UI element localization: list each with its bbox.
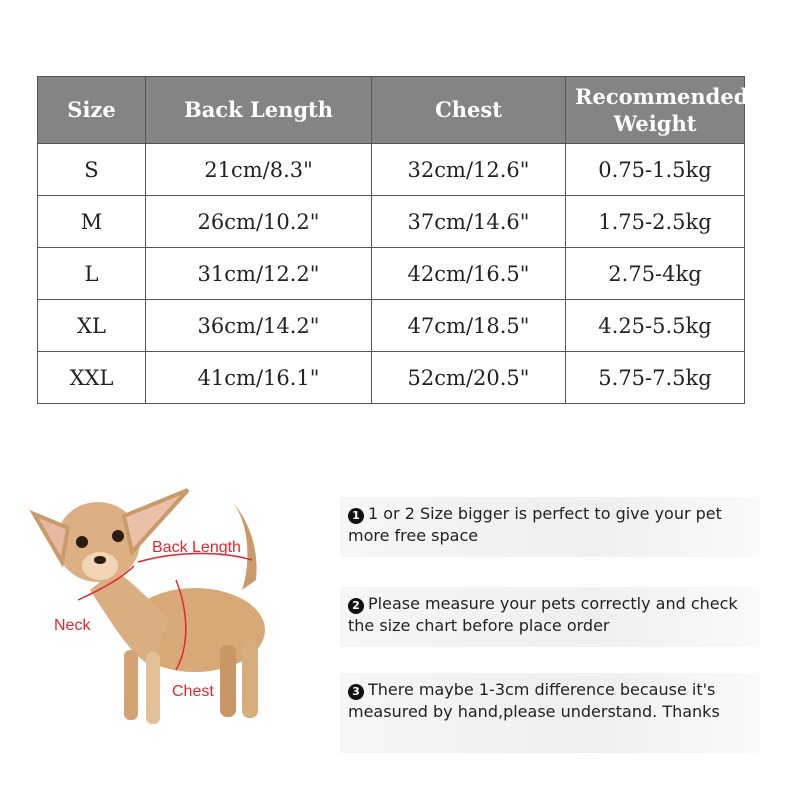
cell-size: M <box>38 196 146 248</box>
cell-back-length: 36cm/14.2" <box>146 300 372 352</box>
cell-size: XL <box>38 300 146 352</box>
cell-size: XXL <box>38 352 146 404</box>
cell-weight: 0.75-1.5kg <box>566 144 745 196</box>
number-1-icon: 1 <box>348 508 364 524</box>
header-recommended-weight <box>566 77 749 144</box>
cell-chest: 42cm/16.5" <box>372 248 566 300</box>
back-length-label: Back Length <box>152 539 241 556</box>
cell-back-length: 41cm/16.1" <box>146 352 372 404</box>
cell-weight: 5.75-7.5kg <box>566 352 745 404</box>
table-row <box>38 248 745 300</box>
header-weight-label: Recommended Weight <box>575 83 749 136</box>
header-back-length: Back Length <box>146 77 372 144</box>
cell-chest: 32cm/12.6" <box>372 144 566 196</box>
cell-back-length: 31cm/12.2" <box>146 248 372 300</box>
chest-label: Chest <box>172 683 214 700</box>
number-3-icon: 3 <box>348 684 364 700</box>
size-chart-table <box>37 76 749 404</box>
table-row <box>38 196 745 248</box>
table-header-row <box>38 77 745 144</box>
note-text: There maybe 1-3cm difference because it's measured by hand,please understand. Thanks <box>348 680 720 721</box>
cell-size: L <box>38 248 146 300</box>
dog-hind-leg-left <box>220 645 236 717</box>
cell-weight: 4.25-5.5kg <box>566 300 745 352</box>
cell-chest: 52cm/20.5" <box>372 352 566 404</box>
cell-back-length: 26cm/10.2" <box>146 196 372 248</box>
header-chest: Chest <box>372 77 566 144</box>
note-text: Please measure your pets correctly and check the size chart before place order <box>348 594 738 635</box>
number-2-icon: 2 <box>348 598 364 614</box>
header-size: Size <box>38 77 146 144</box>
dog-eye-left <box>76 536 88 548</box>
dog-eye-right <box>112 530 124 542</box>
table-row <box>38 144 745 196</box>
cell-chest: 37cm/14.6" <box>372 196 566 248</box>
cell-size: S <box>38 144 146 196</box>
dog-hind-leg-right <box>242 640 258 718</box>
cell-weight: 2.75-4kg <box>566 248 745 300</box>
table-row <box>38 300 745 352</box>
dog-front-leg-left <box>124 650 138 720</box>
note-text: 1 or 2 Size bigger is perfect to give your pet more free space <box>348 504 722 545</box>
dog-measurement-diagram <box>20 470 320 770</box>
cell-weight: 1.75-2.5kg <box>566 196 745 248</box>
note-1 <box>340 497 760 557</box>
cell-back-length: 21cm/8.3" <box>146 144 372 196</box>
dog-front-leg-right <box>146 652 160 724</box>
dog-nose <box>94 556 106 564</box>
cell-chest: 47cm/18.5" <box>372 300 566 352</box>
neck-label: Neck <box>54 617 91 634</box>
table-row <box>38 352 745 404</box>
note-2 <box>340 587 760 647</box>
note-3 <box>340 673 760 753</box>
chihuahua-illustration <box>20 470 320 770</box>
